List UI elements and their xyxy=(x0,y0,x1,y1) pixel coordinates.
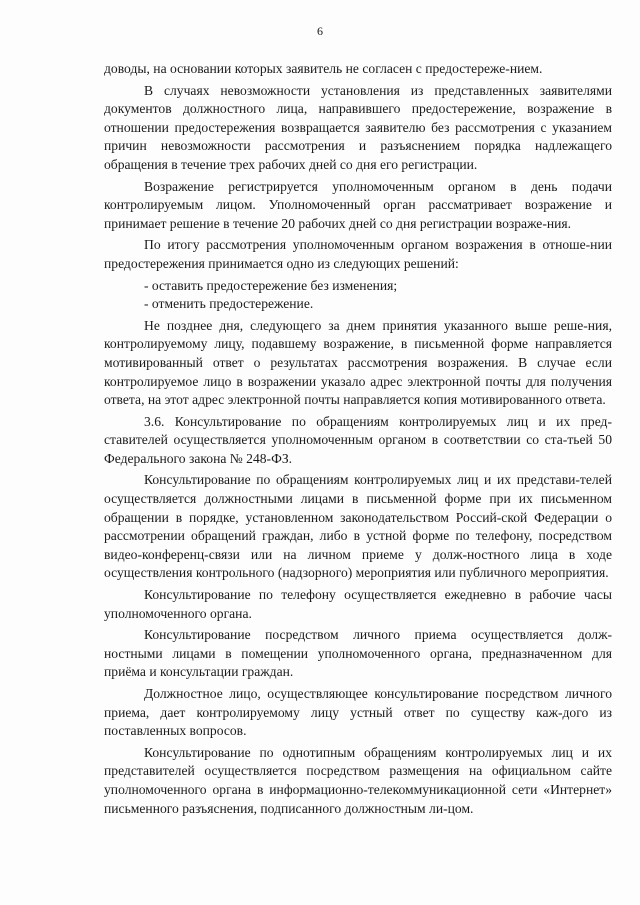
document-body xyxy=(104,60,612,821)
list-item-cancel-warning: - отменить предостережение. xyxy=(144,296,314,312)
page-number: 6 xyxy=(317,24,323,38)
paragraph-oral-answer: Должностное лицо, осуществляющее консультирование посредством личного приема, дает контролируемому лицу устный ответ по существу каж-дого из поставленных вопросов. xyxy=(104,686,612,739)
paragraph-review-outcome: По итогу рассмотрения уполномоченным органом возражения в отноше-нии предостережения принимается одно из следующих решений: xyxy=(104,237,612,271)
paragraph-motivated-answer: Не позднее дня, следующего за днем принятия указанного выше реше-ния, контролируемому лицу, подавшему возражение, в письменной форме направляется мотивированный ответ о результатах рассмотрения возражения. В случае если контролируемое лицо в возражении указало адрес электронной почты для получения ответа, на этот адрес электронной почты направляется копия мотивированного ответа. xyxy=(104,317,612,408)
paragraph-phone-consulting: Консультирование по телефону осуществляется ежедневно в рабочие часы уполномоченного органа. xyxy=(104,587,612,621)
paragraph-section-3-6: 3.6. Консультирование по обращениям контролируемых лиц и их пред-ставителей осуществляется уполномоченным органом в соответствии со ста-тьей 50 Федерального закона № 248-ФЗ. xyxy=(104,413,612,466)
paragraph-objection-reasons: доводы, на основании которых заявитель не согласен с предостереже-нием. xyxy=(104,61,543,76)
paragraph-website-clarification: Консультирование по однотипным обращениям контролируемых лиц и их представителей осуществляется посредством размещения на официальном сайте уполномоченного органа в информационно-телекоммуникационной сети «Интернет» письменного разъяснения, подписанного должностным ли-цом. xyxy=(104,744,612,816)
paragraph-objection-registration: Возражение регистрируется уполномоченным органом в день подачи контролируемым лицом. Уполномоченный орган рассматривает возражение и принимает решение в течение 20 рабочих дней со дня регистрации возраже-ния. xyxy=(104,178,612,231)
list-item-keep-warning: - оставить предостережение без изменения; xyxy=(144,277,398,293)
paragraph-personal-reception: Консультирование посредством личного приема осуществляется долж-ностными лицами в помещении уполномоченного органа, предназначенном для приёма и консультации граждан. xyxy=(104,627,612,680)
paragraph-return-without-review: В случаях невозможности установления из представленных заявителями документов должностного лица, направившего предостережение, возражение в отношении предостережения возвращается заявителю без рассмотрения с указанием причин невозможности рассмотрения и разъяснением порядка надлежащего обращения в течение трех рабочих дней со дня его регистрации. xyxy=(104,82,612,172)
paragraph-consulting-forms: Консультирование по обращениям контролируемых лиц и их представи-телей осуществляется должностными лицами в письменной форме при их письменном обращении в порядке, установленном законодательством Россий-ской Федерации о рассмотрении обращений граждан, либо в устной форме по телефону, посредством видео-конференц-связи или на личном приеме у долж-ностного лица в ходе осуществления контрольного (надзорного) мероприятия или публичного мероприятия. xyxy=(104,472,612,581)
